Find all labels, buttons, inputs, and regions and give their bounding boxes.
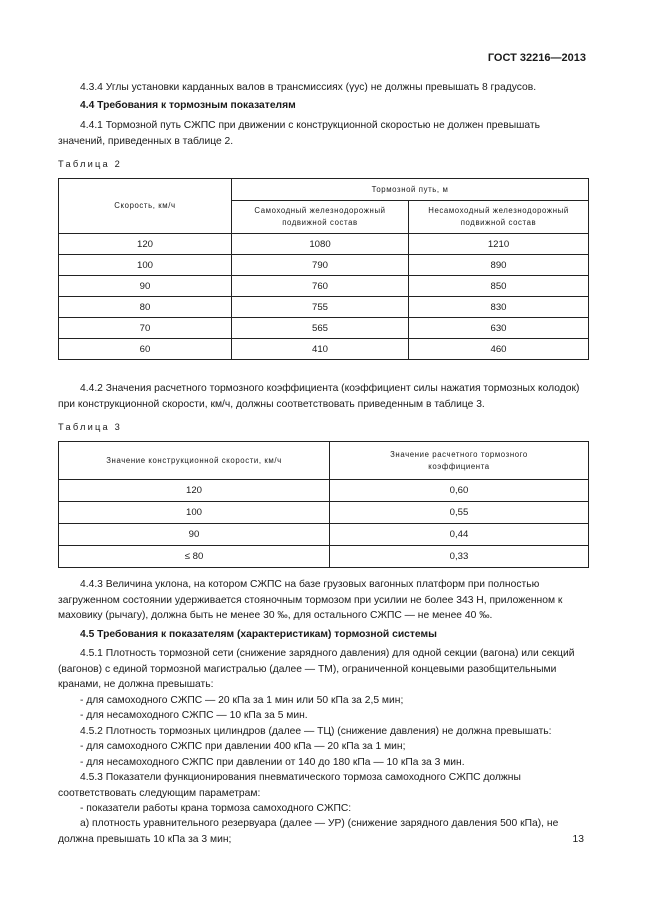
- table-row: [59, 276, 589, 297]
- clause-4-5-2-item-1: - для самоходного СЖПС при давлении 400 кПа — 20 кПа за 1 мин;: [80, 741, 406, 752]
- clause-4-3-4: 4.3.4 Углы установки карданных валов в трансмиссиях (γус) не должны превышать 8 градусов.: [80, 82, 537, 93]
- clause-4-4-1: 4.4.1 Тормозной путь СЖПС при движении с конструкционной скоростью не должен превышать значений, приведенных в таблице 2.: [58, 120, 540, 147]
- table2-cell-speed: 60: [59, 339, 232, 360]
- table2-cell-a: 755: [232, 297, 409, 318]
- table3-header-coefficient: Значение расчетного тормозного коэффициента: [330, 442, 589, 480]
- table-row: [59, 546, 589, 568]
- table2-header-self-propelled: Самоходный железнодорожный подвижной состав: [232, 201, 409, 234]
- table2-cell-b: 890: [409, 255, 589, 276]
- table-row: [59, 339, 589, 360]
- table3-cell-coefficient: 0,33: [330, 546, 589, 568]
- table3-caption: Таблица 3: [58, 422, 123, 432]
- table2-cell-b: 850: [409, 276, 589, 297]
- table3-cell-speed: 120: [59, 480, 330, 502]
- table2-cell-speed: 80: [59, 297, 232, 318]
- table-row: [59, 255, 589, 276]
- table2-cell-b: 1210: [409, 234, 589, 255]
- table2-caption: Таблица 2: [58, 159, 123, 169]
- table3-header-speed: Значение конструкционной скорости, км/ч: [59, 442, 330, 480]
- table-row: [59, 502, 589, 524]
- clause-4-5-3-item-1: - показатели работы крана тормоза самоходного СЖПС:: [80, 803, 352, 814]
- table3-cell-speed: ≤ 80: [59, 546, 330, 568]
- table-row: [59, 524, 589, 546]
- table3-cell-coefficient: 0,60: [330, 480, 589, 502]
- section-heading-4-5: 4.5 Требования к показателям (характеристикам) тормозной системы: [80, 629, 437, 640]
- clause-4-4-3: 4.4.3 Величина уклона, на котором СЖПС на базе грузовых вагонных платформ при полностью загруженном состоянии удерживается стояночным тормозом при усилии не более 343 Н, приложенном к маховику (рычагу), должна быть не менее 30 ‰, для остального СЖПС — не менее 40 ‰.: [58, 579, 563, 621]
- table2-cell-speed: 100: [59, 255, 232, 276]
- table3: [58, 441, 589, 568]
- clause-4-4-2: 4.4.2 Значения расчетного тормозного коэффициента (коэффициент силы нажатия тормозных колодок) при конструкционной скорости, км/ч, должны соответствовать приведенным в таблице 3.: [58, 383, 580, 410]
- clause-4-5-2-item-2: - для несамоходного СЖПС при давлении от 140 до 180 кПа — 10 кПа за 3 мин.: [80, 757, 465, 768]
- clause-4-5-1: 4.5.1 Плотность тормозной сети (снижение зарядного давления) для одной секции (вагона) или секций (вагонов) с единой тормозной магистралью (далее — ТМ), ограниченной концевыми разобщительными кранами, не должна превышать:: [58, 648, 575, 690]
- section-heading-4-4: 4.4 Требования к тормозным показателям: [80, 100, 296, 111]
- table2-cell-b: 830: [409, 297, 589, 318]
- table3-cell-coefficient: 0,55: [330, 502, 589, 524]
- standard-header: ГОСТ 32216—2013: [487, 52, 586, 64]
- table3-cell-speed: 100: [59, 502, 330, 524]
- table2-header-non-self-propelled: Несамоходный железнодорожный подвижной состав: [409, 201, 589, 234]
- table2-cell-a: 760: [232, 276, 409, 297]
- table-row: [59, 480, 589, 502]
- clause-4-5-2: 4.5.2 Плотность тормозных цилиндров (далее — ТЦ) (снижение давления) не должна превышать:: [80, 726, 552, 737]
- table3-cell-speed: 90: [59, 524, 330, 546]
- clause-4-5-1-item-1: - для самоходного СЖПС — 20 кПа за 1 мин или 50 кПа за 2,5 мин;: [80, 695, 404, 706]
- table2-header-braking-distance: Тормозной путь, м: [232, 179, 589, 201]
- table-row: [59, 318, 589, 339]
- table2-cell-a: 790: [232, 255, 409, 276]
- clause-4-5-1-item-2: - для несамоходного СЖПС — 10 кПа за 5 мин.: [80, 710, 308, 721]
- table3-cell-coefficient: 0,44: [330, 524, 589, 546]
- table2-header-speed: Скорость, км/ч: [59, 179, 232, 234]
- page-number: 13: [572, 834, 584, 845]
- table2-cell-a: 565: [232, 318, 409, 339]
- table2-cell-b: 630: [409, 318, 589, 339]
- clause-4-5-3-item-a: а) плотность уравнительного резервуара (далее — УР) (снижение зарядного давления 500 кПа), не должна превышать 10 кПа за 3 мин;: [58, 818, 559, 845]
- table-row: [59, 297, 589, 318]
- table2-cell-speed: 70: [59, 318, 232, 339]
- clause-4-5-3: 4.5.3 Показатели функционирования пневматического тормоза самоходного СЖПС должны соответствовать следующим параметрам:: [58, 772, 521, 799]
- table2: [58, 178, 589, 360]
- table2-cell-b: 460: [409, 339, 589, 360]
- table2-cell-a: 410: [232, 339, 409, 360]
- table-row: [59, 234, 589, 255]
- table2-cell-speed: 90: [59, 276, 232, 297]
- table2-cell-a: 1080: [232, 234, 409, 255]
- table2-cell-speed: 120: [59, 234, 232, 255]
